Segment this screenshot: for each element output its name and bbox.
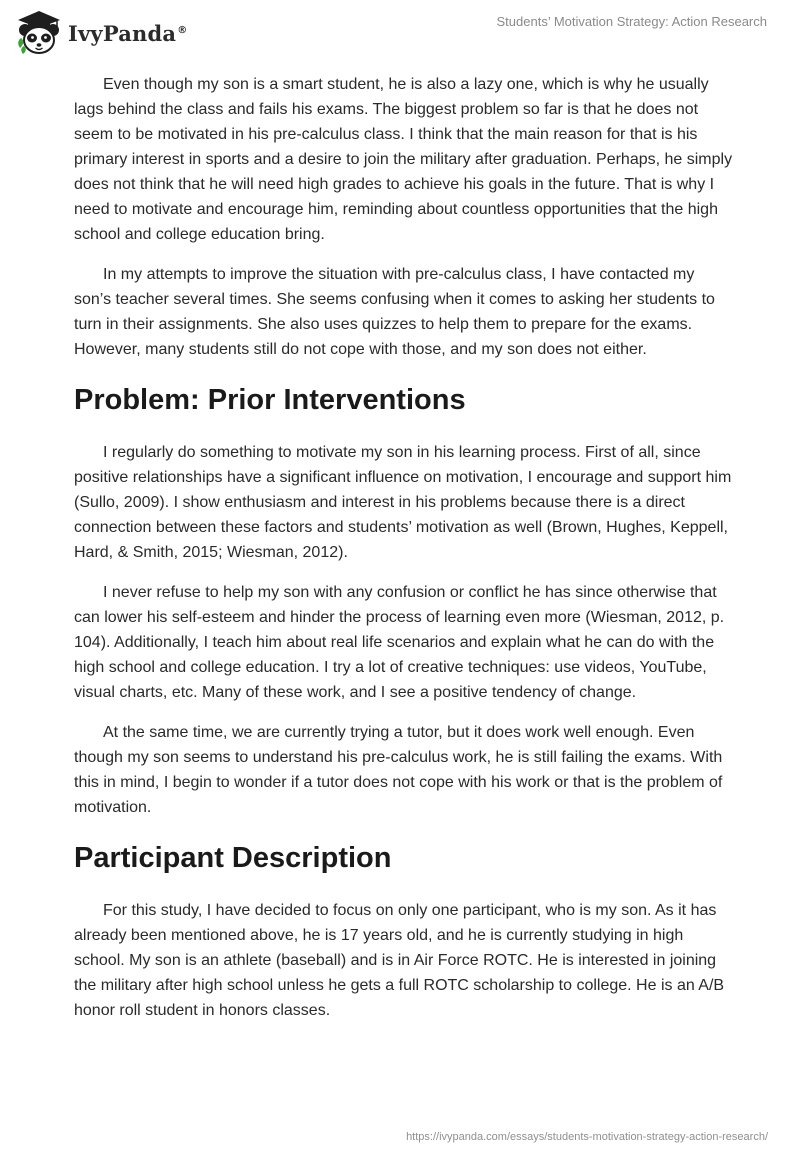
paragraph: Even though my son is a smart student, he is also a lazy one, which is why he usually lags behind the class and fails his exams. The biggest problem so far is that he does not seem to be motivated in his pre-calculus class. I think that the main reason for that is his primary interest in sports and a desire to join the military after graduation. Perhaps, he simply does not think that he will need high grades to achieve his goals in the future. That is why I need to motivate and encourage him, reminding about countless opportunities that the high school and college education bring.: [74, 76, 733, 243]
source-url[interactable]: https://ivypanda.com/essays/students-motivation-strategy-action-research/: [406, 1131, 768, 1143]
paragraph: At the same time, we are currently trying a tutor, but it does work well enough. Even though my son seems to understand his pre-calculus work, he is still failing the exams. With this in mind, I begin to wonder if a tutor does not cope with his work or that is the problem of motivation.: [74, 724, 723, 816]
registered-mark: ®: [177, 24, 188, 36]
paragraph: I never refuse to help my son with any confusion or conflict he has since otherwise that can lower his self-esteem and hinder the process of learning even more (Wiesman, 2012, p. 104). Additionally, I teach him about real life scenarios and explain what he can do with the high school and college education. I try a lot of creative techniques: use videos, YouTube, visual charts, etc. Many of these work, and I see a positive tendency of change.: [74, 584, 725, 701]
essay-content: [74, 72, 734, 1038]
section-heading-prior-interventions: Problem: Prior Interventions: [74, 384, 466, 416]
page-header: [0, 0, 800, 70]
section-heading-participant-description: Participant Description: [74, 842, 392, 874]
panda-graduate-icon: [14, 8, 64, 58]
brand-name: IvyPanda®: [68, 20, 188, 46]
document-title: Students’ Motivation Strategy: Action Research: [496, 14, 767, 29]
paragraph: I regularly do something to motivate my son in his learning process. First of all, since positive relationships have a significant influence on motivation, I encourage and support him (Sullo, 2009). I show enthusiasm and interest in his problems because there is a direct connection between these factors and students’ motivation as well (Brown, Hughes, Keppell, Hard, & Smith, 2015; Wiesman, 2012).: [74, 444, 732, 561]
paragraph: In my attempts to improve the situation with pre-calculus class, I have contacted my son’s teacher several times. She seems confusing when it comes to asking her students to turn in their assignments. She also uses quizzes to help them to prepare for the exams. However, many students still do not cope with those, and my son does not either.: [74, 266, 715, 358]
ivypanda-logo[interactable]: [14, 8, 187, 58]
paragraph: For this study, I have decided to focus on only one participant, who is my son. As it has already been mentioned above, he is 17 years old, and he is currently studying in high school. My son is an athlete (baseball) and is in Air Force ROTC. He is interested in joining the military after high school unless he gets a full ROTC scholarship to college. He is an A/B honor roll student in honors classes.: [74, 902, 725, 1019]
